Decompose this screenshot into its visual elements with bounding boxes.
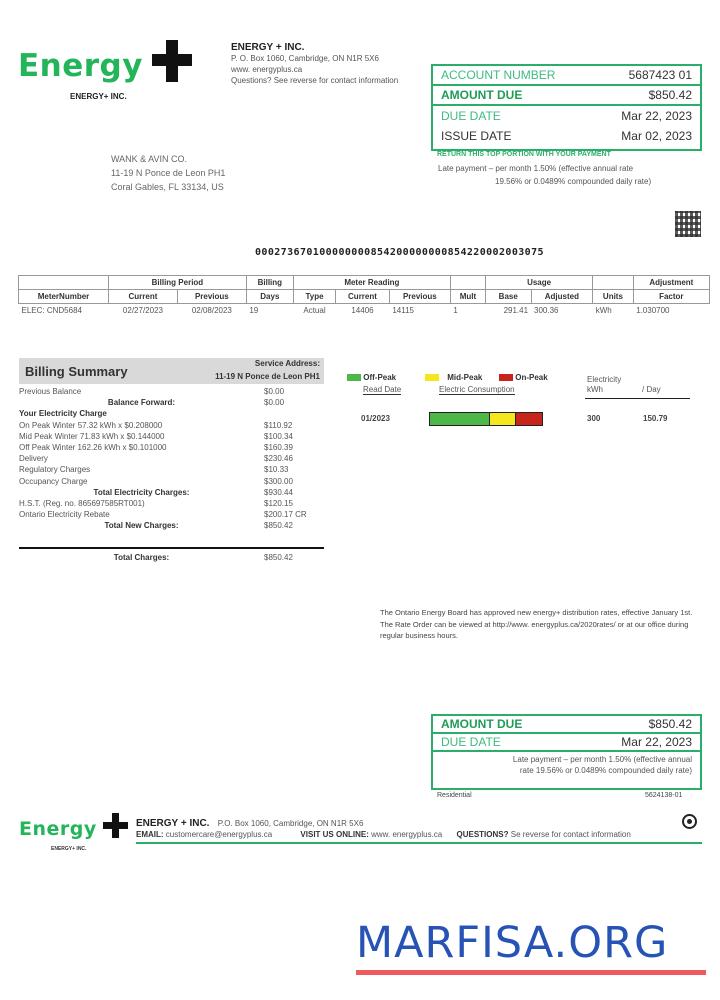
footer-rule: [136, 842, 702, 844]
summary-row: [19, 386, 324, 397]
meter-group-header: [19, 276, 710, 290]
scan-line: 000273670100000000854200000000854220002003075: [255, 247, 544, 258]
off-peak-swatch: [347, 374, 361, 381]
legend-on-peak: [499, 373, 548, 382]
logo-subtitle: ENERGY+ INC.: [70, 92, 127, 101]
company-website[interactable]: www. energyplus.ca: [231, 65, 303, 74]
summary-row: [19, 397, 324, 408]
issue-date-value: Mar 02, 2023: [621, 129, 692, 143]
summary-row-value: $120.15: [264, 498, 293, 508]
kwh-value: 300: [587, 414, 601, 423]
summary-row-label: Off Peak Winter 162.26 kWh x $0.101000: [19, 442, 167, 452]
footer-email[interactable]: customercare@energyplus.ca: [165, 830, 273, 839]
cell-previous: 02/08/2023: [191, 306, 232, 316]
summary-row-value: $200.17 CR: [264, 510, 307, 520]
recycle-icon: [682, 814, 697, 829]
consumption-bar: [429, 412, 543, 426]
cell-meter-number: ELEC: CND5684: [21, 306, 82, 316]
footer-plus-icon-bar: [103, 822, 128, 829]
summary-row-label: Balance Forward:: [107, 398, 176, 408]
off-peak-label: Off-Peak: [363, 373, 397, 382]
summary-row-label: Ontario Electricity Rebate: [19, 510, 110, 520]
billing-summary: [19, 358, 324, 564]
watermark-underline: [356, 970, 706, 975]
summary-row: [19, 442, 324, 453]
electricity-label: Electricity: [587, 375, 622, 384]
stub-due-date-row: [433, 734, 700, 752]
summary-row-value: $230.46: [264, 454, 293, 464]
return-note: RETURN THIS TOP PORTION WITH YOUR PAYMENT: [437, 151, 611, 158]
read-date-label: Read Date: [363, 385, 402, 394]
footer-email-label: EMAIL:: [136, 830, 164, 839]
summary-row-value: $160.39: [264, 442, 293, 452]
col-reading-current: Current: [336, 290, 390, 304]
col-factor: Factor: [633, 290, 709, 304]
cell-reading-current: 14406: [351, 306, 374, 316]
col-meter-number: MeterNumber: [19, 290, 109, 304]
summary-row: [19, 431, 324, 442]
col-type: Type: [293, 290, 335, 304]
col-base: Base: [485, 290, 531, 304]
cell-type: Actual: [303, 306, 326, 316]
summary-row-label: Mid Peak Winter 71.83 kWh x $0.144000: [19, 431, 165, 441]
consumption-divider: [585, 398, 690, 399]
cell-days: 19: [249, 306, 259, 316]
per-day-value: 150.79: [643, 414, 668, 423]
summary-row: [19, 498, 324, 509]
group-billing: Billing: [246, 276, 293, 290]
company-questions: Questions? See reverse for contact information: [231, 76, 399, 85]
amount-due-value: $850.42: [648, 88, 692, 102]
cell-current: 02/27/2023: [122, 306, 163, 316]
watermark-text: MARFISA.ORG: [356, 918, 669, 968]
summary-row-value: $110.92: [264, 420, 293, 430]
recycle-icon-center: [687, 819, 692, 824]
account-number-label: ACCOUNT NUMBER: [441, 68, 556, 82]
customer-name: WANK & AVIN CO.: [111, 154, 188, 164]
group-blank2: [450, 276, 485, 290]
per-day-label: / Day: [642, 385, 661, 394]
footer-visit-label: VISIT US ONLINE:: [300, 830, 369, 839]
summary-row-value: $0.00: [264, 398, 285, 408]
group-blank: [19, 276, 109, 290]
stub-amount-due-label: AMOUNT DUE: [441, 717, 523, 731]
billing-summary-rows: [19, 384, 324, 531]
service-address-label: Service Address:: [254, 359, 320, 368]
stub-late-line1: Late payment – per month 1.50% (effective annual: [512, 755, 692, 764]
mid-peak-swatch: [425, 374, 439, 381]
on-peak-swatch: [499, 374, 513, 381]
footer-line1: [136, 818, 702, 829]
payment-stub: [431, 714, 702, 790]
read-date-value: 01/2023: [361, 414, 390, 423]
footer-company-name: ENERGY + INC.: [136, 818, 210, 829]
footer-questions-label: QUESTIONS?: [456, 830, 509, 839]
cell-factor: 1.030700: [636, 306, 670, 316]
footer-logo-subtitle: ENERGY+ INC.: [51, 846, 87, 852]
off-peak-segment: [430, 413, 490, 425]
footer-line2: [136, 830, 702, 839]
service-address: 11-19 N Ponce de Leon PH1: [215, 372, 320, 381]
group-meter-reading: Meter Reading: [293, 276, 450, 290]
consumption-label: Electric Consumption: [439, 385, 515, 394]
summary-row-label: H.S.T. (Reg. no. 865697585RT001): [19, 498, 145, 508]
customer-city: Coral Gables, FL 33134, US: [111, 182, 224, 192]
billing-summary-title: Billing Summary: [25, 364, 128, 379]
account-box: [431, 64, 702, 151]
footer-logo-wordmark: Energy: [19, 818, 97, 840]
cell-units: kWh: [595, 306, 612, 316]
billing-summary-header: [19, 358, 324, 384]
company-info: [231, 42, 398, 86]
summary-row-label: Regulatory Charges: [19, 465, 91, 475]
due-date-value: Mar 22, 2023: [621, 109, 692, 123]
due-date-row: [433, 106, 700, 126]
summary-row-label: Your Electricity Charge: [19, 409, 107, 419]
group-adjustment: Adjustment: [633, 276, 709, 290]
table-row: [19, 304, 710, 318]
on-peak-segment: [516, 413, 542, 425]
summary-row-value: $300.00: [264, 476, 293, 486]
footer-questions: Se reverse for contact information: [510, 830, 631, 839]
summary-row-value: $100.34: [264, 431, 293, 441]
footer-visit[interactable]: www. energyplus.ca: [371, 830, 443, 839]
col-previous: Previous: [177, 290, 246, 304]
stub-code: 5624138-01: [645, 792, 683, 799]
company-name: ENERGY + INC.: [231, 42, 305, 53]
footer-info: [136, 818, 702, 844]
stub-amount-due-value: $850.42: [648, 717, 692, 731]
watermark: [356, 918, 706, 975]
amount-due-label: AMOUNT DUE: [441, 88, 523, 102]
stub-late-line2: rate 19.56% or 0.0489% compounded daily rate): [519, 766, 692, 775]
col-current: Current: [109, 290, 178, 304]
meter-header-row: [19, 290, 710, 304]
total-divider: [19, 547, 324, 549]
stub-due-date-value: Mar 22, 2023: [621, 735, 692, 749]
summary-row: [19, 509, 324, 520]
stub-amount-due-row: [433, 716, 700, 734]
summary-row-label: Delivery: [19, 454, 48, 464]
group-billing-period: Billing Period: [109, 276, 247, 290]
total-charges-label: Total Charges:: [113, 553, 170, 563]
col-units: Units: [593, 290, 633, 304]
amount-due-row: [433, 86, 700, 106]
qr-code: [675, 211, 701, 237]
summary-row-label: On Peak Winter 57.32 kWh x $0.208000: [19, 420, 163, 430]
cell-adjusted: 300.36: [534, 306, 559, 316]
late-payment-line1: Late payment – per month 1.50% (effective annual rate: [438, 164, 634, 173]
group-blank3: [593, 276, 633, 290]
issue-date-row: [433, 126, 700, 146]
summary-row-label: Total Electricity Charges:: [93, 487, 190, 497]
summary-row: [19, 408, 324, 419]
summary-row: [19, 453, 324, 464]
summary-row-label: Occupancy Charge: [19, 476, 88, 486]
rate-notice: The Ontario Energy Board has approved new energy+ distribution rates, effective January 1st. The Rate Order can be viewed at http://www. energyplus.ca/2020rates/ or at our office during regular business hours.: [380, 608, 693, 640]
col-reading-previous: Previous: [389, 290, 450, 304]
company-address: P. O. Box 1060, Cambridge, ON N1R 5X6: [231, 54, 379, 63]
customer-street: 11-19 N Ponce de Leon PH1: [111, 168, 226, 178]
cell-mult: 1: [453, 306, 458, 316]
footer-address: P.O. Box 1060, Cambridge, ON N1R 5X6: [217, 819, 364, 828]
plus-icon-bar: [152, 54, 192, 66]
summary-row-value: $930.44: [264, 487, 293, 497]
due-date-label: DUE DATE: [441, 109, 501, 123]
legend-off-peak: [347, 373, 396, 382]
stub-due-date-label: DUE DATE: [441, 735, 501, 749]
summary-row: [19, 487, 324, 498]
mid-peak-segment: [490, 413, 516, 425]
group-usage: Usage: [485, 276, 592, 290]
summary-row-value: [264, 408, 324, 419]
col-days: Days: [246, 290, 293, 304]
logo-wordmark: Energy: [18, 48, 143, 84]
summary-row-label: Previous Balance: [19, 387, 82, 396]
mid-peak-label: Mid-Peak: [447, 373, 483, 382]
legend-mid-peak: [425, 373, 482, 382]
summary-row-value: $850.42: [264, 521, 293, 531]
consumption-panel: [347, 373, 702, 433]
meter-table: [18, 275, 710, 318]
issue-date-label: ISSUE DATE: [441, 129, 512, 143]
late-payment-line2: 19.56% or 0.0489% compounded daily rate): [495, 177, 652, 186]
summary-row: [19, 464, 324, 475]
total-charges-value: $850.42: [264, 553, 293, 563]
cell-reading-previous: 14115: [392, 306, 414, 316]
kwh-label: kWh: [587, 385, 603, 394]
account-number-value: 5687423 01: [628, 68, 692, 82]
summary-row-label: Total New Charges:: [104, 521, 179, 531]
summary-row-value: $0.00: [264, 387, 285, 396]
summary-row: [19, 476, 324, 487]
summary-row-value: $10.33: [264, 465, 289, 475]
total-charges-row: [19, 552, 324, 563]
summary-row: [19, 520, 324, 531]
on-peak-label: On-Peak: [515, 373, 548, 382]
stub-type: Residential: [437, 792, 472, 799]
footer-logo: [19, 813, 131, 855]
col-adjusted: Adjusted: [531, 290, 593, 304]
summary-row: [19, 420, 324, 431]
customer-address: [111, 152, 225, 194]
company-logo: [18, 40, 193, 100]
cell-base: 291.41: [503, 306, 529, 316]
col-mult: Mult: [450, 290, 485, 304]
account-number-row: [433, 66, 700, 86]
